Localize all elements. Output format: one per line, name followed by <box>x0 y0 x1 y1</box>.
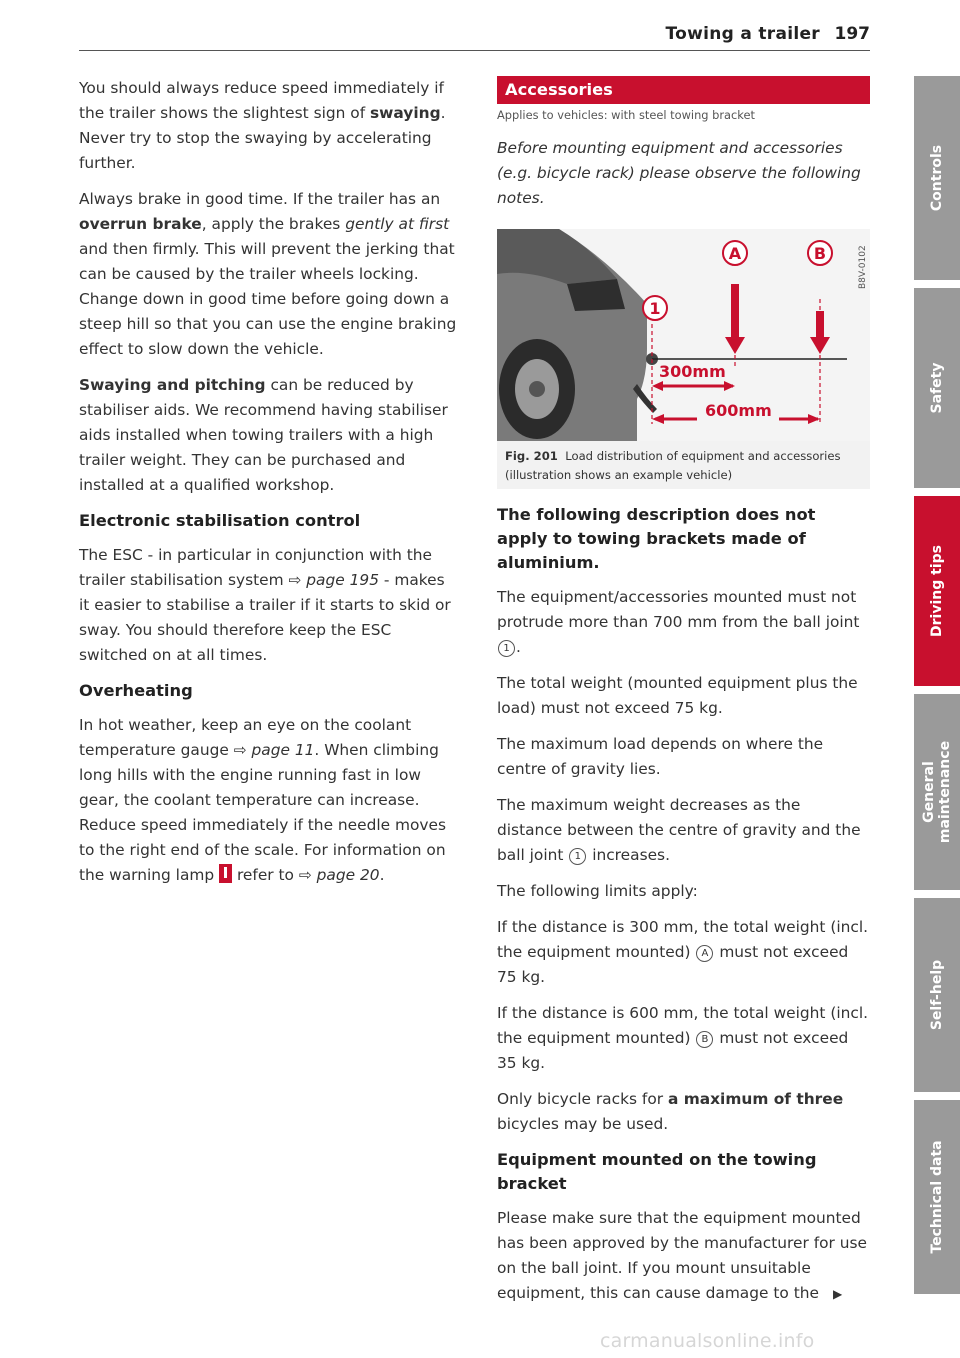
paragraph-total-weight: The total weight (mounted equipment plus the load) must not exceed 75 kg. <box>497 674 858 717</box>
link-page-20[interactable]: ⇨ page 20 <box>298 866 380 884</box>
paragraph-approved: Please make sure that the equipment mounted has been approved by the manufacturer for use on the ball joint. If you mount unsuitable equipment, this can cause damage to the ▶ <box>497 1206 870 1307</box>
tab-driving-tips[interactable]: Driving tips <box>914 496 960 686</box>
aluminium-note: The following description does not apply to towing brackets made of aluminium. <box>497 505 816 572</box>
section-title-accessories: Accessories <box>497 76 870 104</box>
dimension-600mm: 600mm <box>705 401 772 420</box>
intro-note: Before mounting equipment and accessories (e.g. bicycle rack) please observe the following notes. <box>497 139 861 207</box>
paragraph-bicycle-racks: Only bicycle racks for a maximum of three bicycles may be used. <box>497 1090 844 1133</box>
heading-equipment-mounted: Equipment mounted on the towing bracket <box>497 1150 817 1193</box>
paragraph-esc: The ESC - in particular in conjunction with the trailer stabilisation system ⇨ page 195 - makes it easier to stabilise a trailer if it starts to skid or sway. You should therefore keep the ESC switched on at all times. <box>79 546 451 664</box>
heading-esc: Electronic stabilisation control <box>79 511 361 530</box>
marker-a-inline-icon: A <box>696 945 713 962</box>
ball-joint-marker-icon: 1 <box>498 640 515 657</box>
paragraph-braking: Always brake in good time. If the trailer has an overrun brake, apply the brakes gently at first and then firmly. This will prevent the jerking that can be caused by the trailer wheels locking. Change down in good time before going down a steep hill so that you can use the engine braking effect to slow down the vehicle. <box>79 190 457 358</box>
applies-to: Applies to vehicles: with steel towing bracket <box>497 108 755 122</box>
header-title: Towing a trailer <box>665 24 820 44</box>
load-distribution-illustration <box>497 229 870 441</box>
marker-1-label: 1 <box>649 299 661 318</box>
heading-overheating: Overheating <box>79 681 193 700</box>
ball-joint-marker-icon: 1 <box>569 848 586 865</box>
load-arrow-b <box>816 311 824 339</box>
load-arrow-a <box>731 284 739 339</box>
paragraph-max-load: The maximum load depends on where the centre of gravity lies. <box>497 735 824 778</box>
paragraph-600mm: If the distance is 600 mm, the total weight (incl. the equipment mounted) B must not exceed 35 kg. <box>497 1004 869 1072</box>
paragraph-protrude: The equipment/accessories mounted must not protrude more than 700 mm from the ball joint 1 . <box>497 588 860 656</box>
marker-b-label: B <box>813 244 827 263</box>
figure-201 <box>497 229 870 489</box>
tab-safety[interactable]: Safety <box>914 288 960 488</box>
figure-code: B8V-0102 <box>858 245 868 289</box>
paragraph-max-weight: The maximum weight decreases as the distance between the centre of gravity and the ball joint 1 increases. <box>497 796 861 864</box>
marker-a-label: A <box>728 244 742 263</box>
tab-technical-data[interactable]: Technical data <box>914 1100 960 1294</box>
tab-general-maintenance[interactable]: General maintenance <box>914 694 960 890</box>
coolant-warning-lamp-icon <box>219 864 232 883</box>
paragraph-overheating: In hot weather, keep an eye on the coolant temperature gauge ⇨ page 11. When climbing long hills with the engine running fast in low gear, the coolant temperature can increase. Reduce speed immediately if the needle moves to the right end of the scale. For information on the warning lamp refer to ⇨ page 20. <box>79 716 447 884</box>
paragraph-limits: The following limits apply: <box>497 882 698 900</box>
continue-arrow-icon: ▶ <box>832 1287 843 1301</box>
page-header <box>79 22 870 51</box>
link-page-11[interactable]: ⇨ page 11 <box>233 741 315 759</box>
tail-light-icon <box>567 279 625 311</box>
right-column <box>497 76 870 1318</box>
dimension-300mm: 300mm <box>659 362 726 381</box>
link-page-195[interactable]: ⇨ page 195 <box>288 571 379 589</box>
paragraph-stabiliser: Swaying and pitching can be reduced by stabiliser aids. We recommend having stabiliser aids installed when towing trailers with a high trailer weight. They can be purchased and installed at a qualified workshop. <box>79 376 448 494</box>
paragraph-300mm: If the distance is 300 mm, the total weight (incl. the equipment mounted) A must not exceed 75 kg. <box>497 918 869 986</box>
left-column <box>79 76 459 899</box>
page-number: 197 <box>834 24 870 44</box>
figure-caption: Fig. 201 Load distribution of equipment and accessories (illustration shows an example vehicle) <box>505 449 841 482</box>
marker-b-inline-icon: B <box>696 1031 713 1048</box>
paragraph-swaying: You should always reduce speed immediately if the trailer shows the slightest sign of swaying. Never try to stop the swaying by accelerating further. <box>79 79 446 172</box>
tab-controls[interactable]: Controls <box>914 76 960 280</box>
tab-self-help[interactable]: Self-help <box>914 898 960 1092</box>
watermark: carmanualsonline.info <box>600 1330 815 1352</box>
